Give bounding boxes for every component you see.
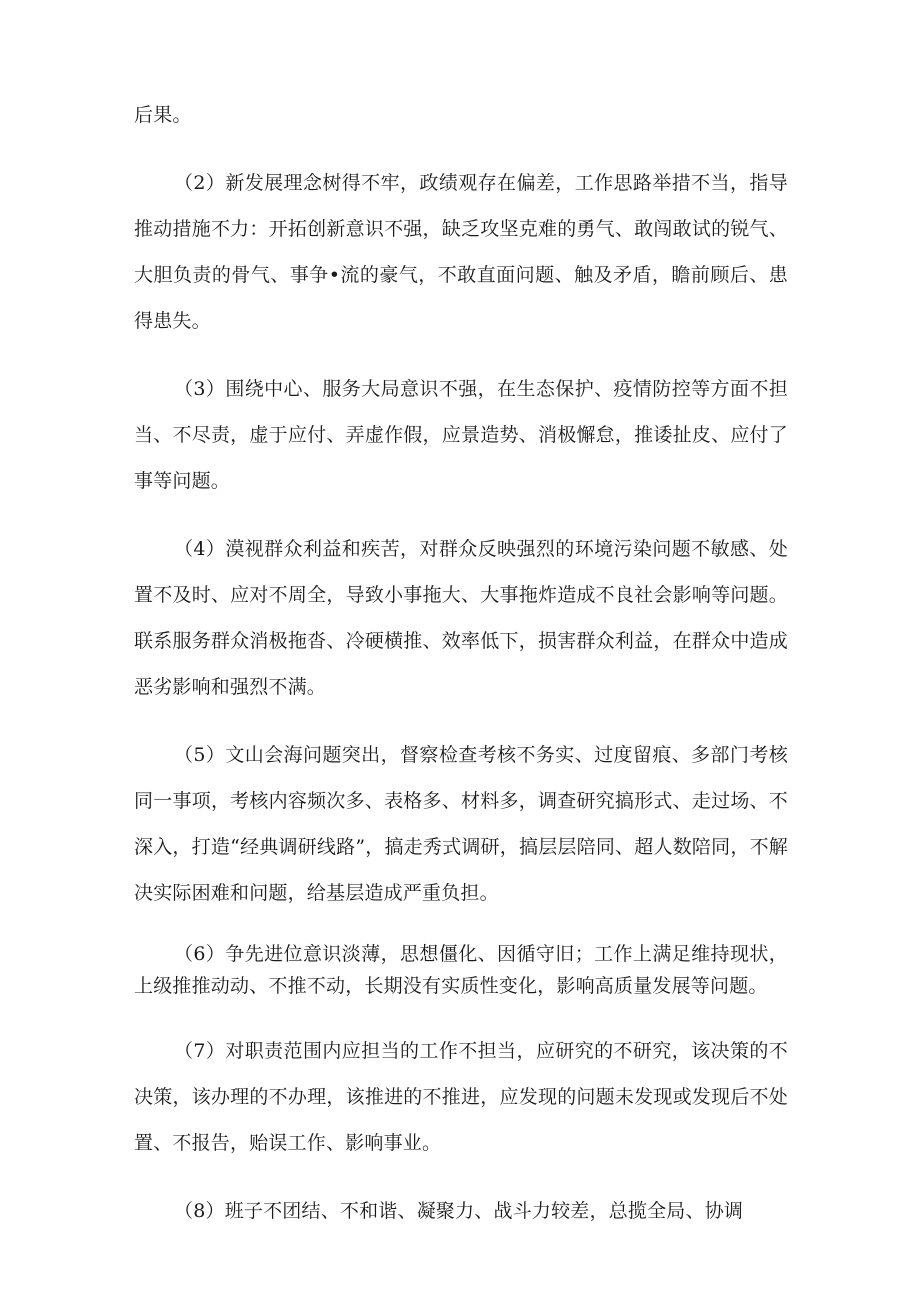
paragraph-continuation: 后果。 bbox=[134, 104, 192, 126]
paragraph-item-3: （3）围绕中心、服务大局意识不强，在生态保护、疫情防控等方面不担当、不尽责，虚于应付、弄虚作假，应景造势、消极懈怠，推诿扯皮、应付了事等问题。 bbox=[134, 378, 788, 492]
paragraph-item-5: （5）文山会海问题突出，督察检查考核不务实、过度留痕、多部门考核同一事项，考核内容频次多、表格多、材料多，调查研究搞形式、走过场、不深入，打造“经典调研线路”，搞走秀式调研，搞层层陪同、超人数陪同，不解决实际困难和问题，给基层造成严重负担。 bbox=[134, 744, 788, 904]
paragraph-item-4: （4）漠视群众利益和疾苦，对群众反映强烈的环境污染问题不敏感、处置不及时、应对不周全，导致小事拖大、大事拖炸造成不良社会影响等问题。联系服务群众消极拖沓、冷硬横推、效率低下，损害群众利益，在群众中造成恶劣影响和强烈不满。 bbox=[134, 538, 788, 698]
paragraph-item-8: （8）班子不团结、不和谐、凝聚力、战斗力较差，总揽全局、协调 bbox=[174, 1200, 744, 1222]
document-body bbox=[134, 92, 788, 1234]
paragraph-item-2: （2）新发展理念树得不牢，政绩观存在偏差，工作思路举措不当，指导推动措施不力：开拓创新意识不强，缺乏攻坚克难的勇气、敢闯敢试的锐气、大胆负责的骨气、事争•流的豪气，不敢直面问题、触及矛盾，瞻前顾后、患得患失。 bbox=[134, 172, 788, 332]
paragraph-item-6: （6）争先进位意识淡薄，思想僵化、因循守旧；工作上满足维持现状，上级推推动动、不推不动，长期没有实质性变化，影响高质量发展等问题。 bbox=[134, 943, 788, 997]
paragraph-item-7: （7）对职责范围内应担当的工作不担当，应研究的不研究，该决策的不决策，该办理的不办理，该推进的不推进，应发现的问题未发现或发现后不处置、不报告，贻误工作、影响事业。 bbox=[134, 1040, 788, 1154]
